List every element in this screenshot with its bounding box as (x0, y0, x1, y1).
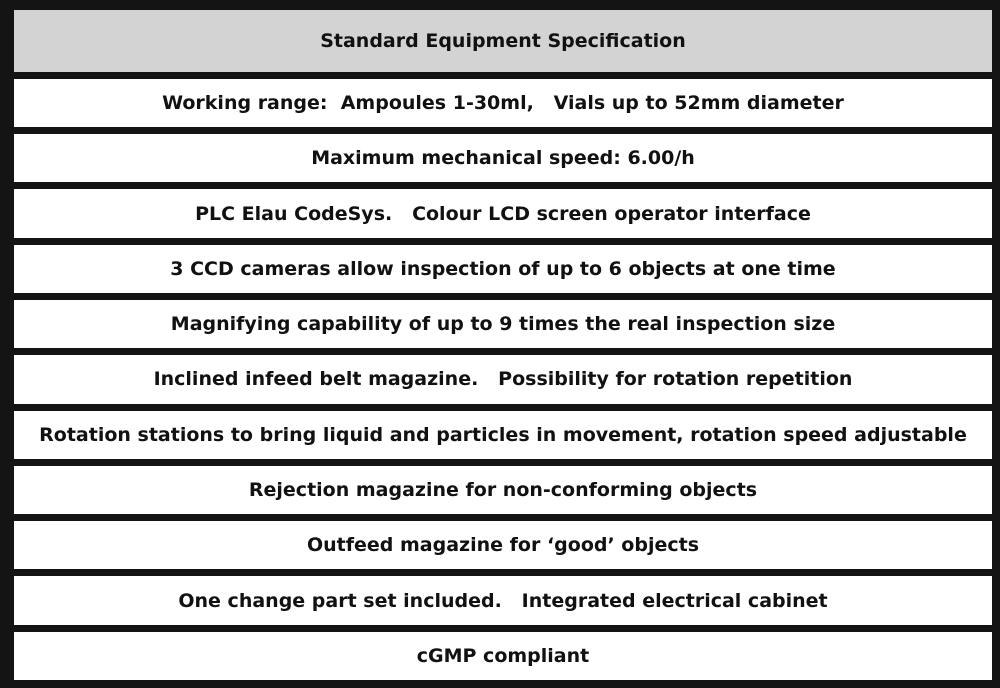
spec-row-infeed: Inclined infeed belt magazine. Possibility for rotation repetition (14, 355, 992, 403)
spec-row-outfeed: Outfeed magazine for ‘good’ objects (14, 521, 992, 569)
spec-row-change-part: One change part set included. Integrated electrical cabinet (14, 576, 992, 624)
spec-row-working-range: Working range: Ampoules 1-30ml, Vials up to 52mm diameter (14, 79, 992, 127)
spec-row-mechanical-speed: Maximum mechanical speed: 6.00/h (14, 134, 992, 182)
spec-row-cameras: 3 CCD cameras allow inspection of up to 6 objects at one time (14, 245, 992, 293)
spec-row-magnifying: Magnifying capability of up to 9 times the real inspection size (14, 300, 992, 348)
spec-row-cgmp: cGMP compliant (14, 632, 992, 680)
spec-row-plc: PLC Elau CodeSys. Colour LCD screen operator interface (14, 189, 992, 237)
table-header: Standard Equipment Specification (14, 10, 992, 72)
spec-row-rejection: Rejection magazine for non-conforming objects (14, 466, 992, 514)
spec-row-rotation-stations: Rotation stations to bring liquid and particles in movement, rotation speed adjustable (14, 411, 992, 459)
